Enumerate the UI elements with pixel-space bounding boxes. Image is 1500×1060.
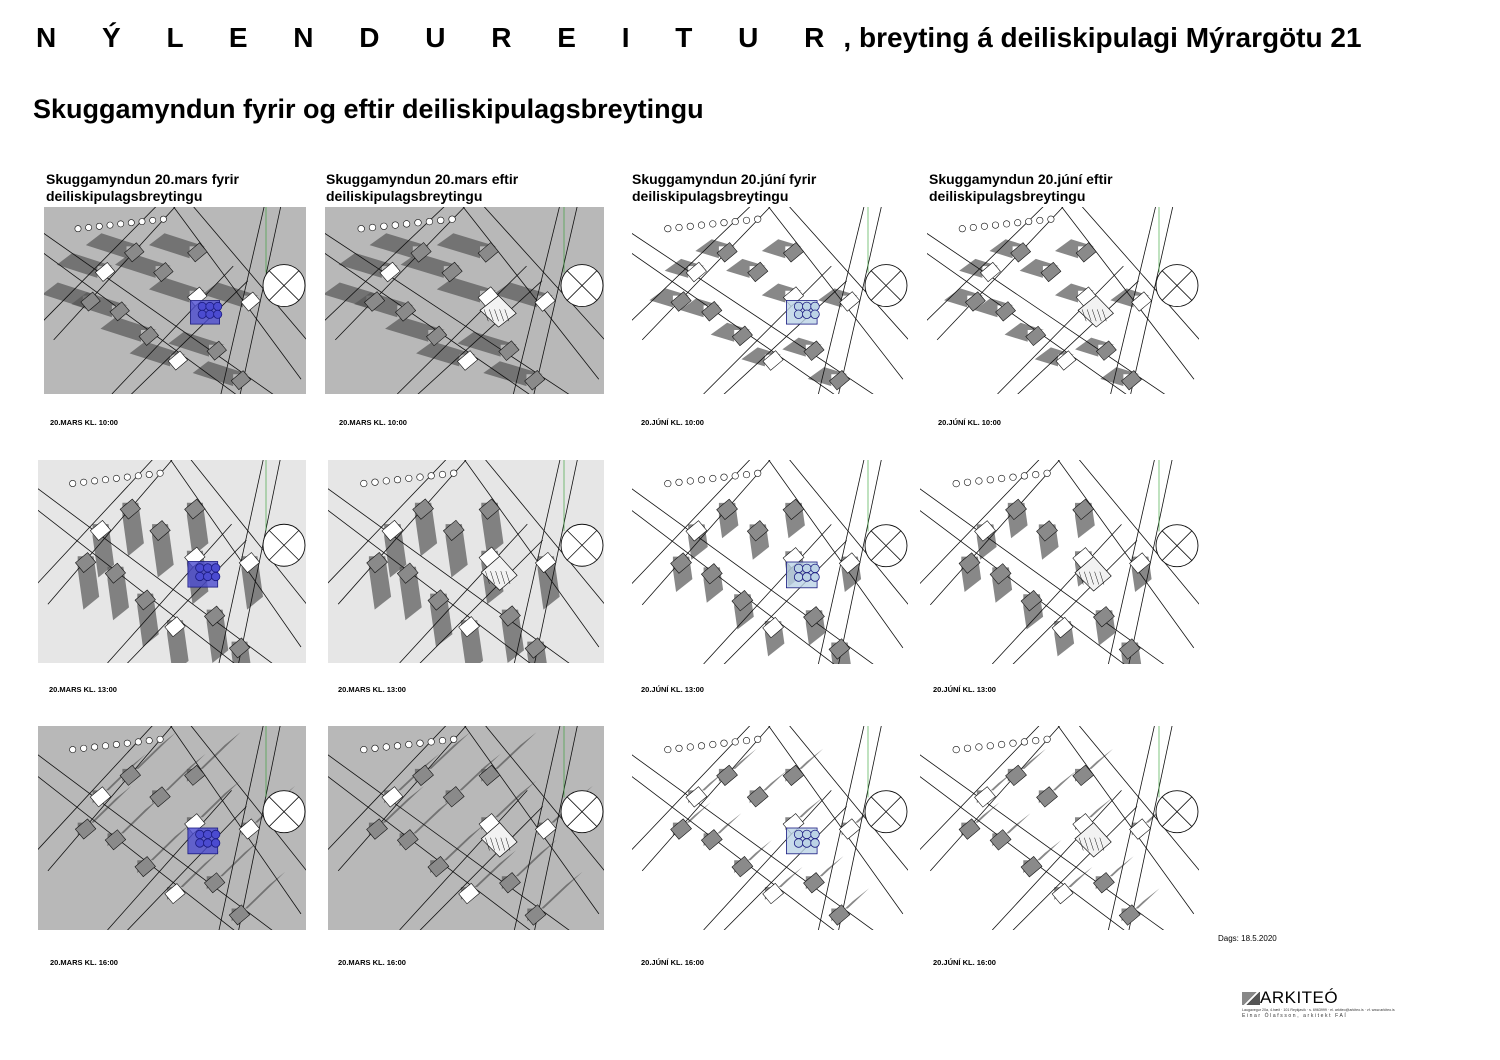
panel-caption: 20.MARS KL. 16:00 bbox=[338, 958, 406, 967]
tree-symbol bbox=[1025, 218, 1031, 224]
tree-symbol bbox=[710, 221, 717, 228]
tree-symbol bbox=[81, 479, 87, 485]
tree-symbol bbox=[361, 746, 368, 753]
tree-symbol bbox=[1021, 473, 1028, 480]
shadow-plan-juni-fyrir-1600 bbox=[632, 726, 908, 930]
site-tower-symbol bbox=[206, 302, 214, 310]
tree-symbol bbox=[665, 480, 672, 487]
site-tower-symbol bbox=[212, 839, 220, 847]
tree-symbol bbox=[1032, 737, 1039, 744]
site-tower-symbol bbox=[212, 572, 220, 580]
panel-caption: 20.JÚNÍ KL. 10:00 bbox=[938, 418, 1001, 427]
tree-symbol bbox=[754, 216, 761, 223]
tree-symbol bbox=[998, 741, 1005, 748]
tree-symbol bbox=[113, 475, 119, 481]
site-tower-symbol bbox=[803, 839, 812, 848]
tree-symbol bbox=[157, 736, 163, 742]
site-tower-symbol bbox=[204, 830, 212, 838]
panel-caption: 20.JÚNÍ KL. 10:00 bbox=[641, 418, 704, 427]
tree-symbol bbox=[449, 216, 456, 223]
tree-symbol bbox=[91, 478, 97, 484]
tree-symbol bbox=[959, 225, 965, 231]
tree-symbol bbox=[394, 476, 401, 483]
tree-symbol bbox=[1010, 474, 1017, 481]
tree-symbol bbox=[406, 741, 413, 748]
shadow-plan-mars-fyrir-1000 bbox=[44, 207, 306, 394]
site-tower-symbol bbox=[811, 310, 820, 319]
tree-symbol bbox=[85, 224, 91, 230]
tree-symbol bbox=[754, 470, 761, 477]
tree-symbol bbox=[721, 740, 728, 747]
tree-symbol bbox=[953, 480, 960, 487]
site-tower-symbol bbox=[204, 572, 212, 580]
tree-symbol bbox=[81, 745, 87, 751]
tree-symbol bbox=[91, 744, 97, 750]
site-tower-symbol bbox=[803, 564, 812, 573]
column-title-4: Skuggamyndun 20.júní eftir deiliskipulagsbreytingu bbox=[929, 171, 1113, 204]
site-tower-symbol bbox=[204, 564, 212, 572]
tree-symbol bbox=[732, 218, 739, 225]
panel-caption: 20.MARS KL. 13:00 bbox=[338, 685, 406, 694]
shadow-plan-mars-eftir-1300 bbox=[328, 460, 604, 663]
tree-symbol bbox=[96, 223, 102, 229]
tree-symbol bbox=[970, 224, 976, 230]
tree-symbol bbox=[665, 746, 672, 753]
shadow-plan-mars-fyrir-1300 bbox=[38, 460, 306, 663]
title-spaced: N Ý L E N D U R E I T U R bbox=[36, 22, 844, 53]
tree-symbol bbox=[710, 741, 717, 748]
site-tower-symbol bbox=[811, 302, 820, 311]
tree-symbol bbox=[102, 743, 108, 749]
tree-symbol bbox=[124, 474, 130, 480]
site-tower-symbol bbox=[206, 310, 214, 318]
tree-symbol bbox=[372, 479, 379, 486]
tree-symbol bbox=[676, 224, 683, 231]
tree-symbol bbox=[721, 474, 728, 481]
site-tower-symbol bbox=[803, 573, 812, 582]
tree-symbol bbox=[118, 221, 124, 227]
site-tower-symbol bbox=[803, 830, 812, 839]
site-tower-symbol bbox=[794, 302, 803, 311]
tree-symbol bbox=[135, 473, 141, 479]
tree-symbol bbox=[953, 746, 960, 753]
tree-symbol bbox=[698, 477, 705, 484]
tree-symbol bbox=[1044, 470, 1051, 477]
tree-symbol bbox=[976, 744, 983, 751]
site-tower-symbol bbox=[811, 830, 820, 839]
site-tower-symbol bbox=[212, 564, 220, 572]
site-tower-symbol bbox=[794, 830, 803, 839]
panel-caption: 20.JÚNÍ KL. 13:00 bbox=[933, 685, 996, 694]
logo-name: ARKITEÓ bbox=[1260, 988, 1339, 1007]
panel-caption: 20.MARS KL. 10:00 bbox=[339, 418, 407, 427]
tree-symbol bbox=[743, 471, 750, 478]
tree-symbol bbox=[150, 217, 156, 223]
site-tower-symbol bbox=[198, 302, 206, 310]
tree-symbol bbox=[1032, 471, 1039, 478]
panel-caption: 20.JÚNÍ KL. 13:00 bbox=[641, 685, 704, 694]
shadow-plan-juni-eftir-1600 bbox=[920, 726, 1199, 930]
tree-symbol bbox=[417, 474, 424, 481]
panel-caption: 20.MARS KL. 16:00 bbox=[50, 958, 118, 967]
column-title-2: Skuggamyndun 20.mars eftir deiliskipulagsbreytingu bbox=[326, 171, 519, 204]
panel-caption: 20.MARS KL. 13:00 bbox=[49, 685, 117, 694]
tree-symbol bbox=[450, 736, 457, 743]
tree-symbol bbox=[383, 478, 390, 485]
tree-symbol bbox=[146, 737, 152, 743]
tree-symbol bbox=[406, 475, 413, 482]
tree-symbol bbox=[383, 744, 390, 751]
tree-symbol bbox=[428, 473, 435, 480]
shadow-plan-juni-eftir-1000 bbox=[927, 207, 1199, 394]
tree-symbol bbox=[428, 739, 435, 746]
tree-symbol bbox=[392, 222, 399, 229]
document-title bbox=[36, 22, 1362, 54]
shadow-plan-juni-fyrir-1300 bbox=[632, 460, 908, 664]
site-tower-symbol bbox=[212, 830, 220, 838]
tree-symbol bbox=[754, 736, 761, 743]
site-tower-symbol bbox=[196, 572, 204, 580]
tree-symbol bbox=[964, 745, 971, 752]
tree-symbol bbox=[157, 470, 163, 476]
tree-symbol bbox=[687, 744, 694, 751]
column-title-1: Skuggamyndun 20.mars fyrir deiliskipulagsbreytingu bbox=[46, 171, 239, 204]
tree-symbol bbox=[665, 225, 672, 232]
shadow-plan-mars-fyrir-1600 bbox=[38, 726, 306, 930]
tree-symbol bbox=[124, 740, 130, 746]
arkiteo-logo-icon bbox=[1242, 992, 1260, 1005]
tree-symbol bbox=[135, 739, 141, 745]
tree-symbol bbox=[743, 737, 750, 744]
site-tower-symbol bbox=[803, 310, 812, 319]
site-tower-symbol bbox=[811, 839, 820, 848]
shadow-plan-juni-fyrir-1000 bbox=[632, 207, 908, 394]
tree-symbol bbox=[70, 746, 76, 752]
tree-symbol bbox=[732, 739, 739, 746]
panel-caption: 20.JÚNÍ KL. 16:00 bbox=[641, 958, 704, 967]
site-tower-symbol bbox=[811, 564, 820, 573]
tree-symbol bbox=[710, 475, 717, 482]
tree-symbol bbox=[1048, 216, 1054, 222]
tree-symbol bbox=[1021, 739, 1028, 746]
tree-symbol bbox=[450, 470, 457, 477]
tree-symbol bbox=[415, 219, 422, 226]
tree-symbol bbox=[1014, 219, 1020, 225]
tree-symbol bbox=[687, 223, 694, 230]
tree-symbol bbox=[992, 222, 998, 228]
tree-symbol bbox=[1010, 740, 1017, 747]
tree-symbol bbox=[439, 471, 446, 478]
panel-caption: 20.JÚNÍ KL. 16:00 bbox=[933, 958, 996, 967]
logo-person: Einar Ólafsson, arkitekt FAÍ bbox=[1242, 1013, 1348, 1019]
tree-symbol bbox=[732, 473, 739, 480]
site-tower-symbol bbox=[794, 839, 803, 848]
shadow-plan-mars-eftir-1000 bbox=[325, 207, 604, 394]
tree-symbol bbox=[358, 225, 365, 232]
tree-symbol bbox=[987, 476, 994, 483]
logo-address: Laugavegur 20a, 4.hæð · 101 Reykjavík · s. 6963999 · el. arkiteo@arkiteo.is · vf. www.arkiteo.is bbox=[1242, 1008, 1395, 1012]
tree-symbol bbox=[70, 480, 76, 486]
tree-symbol bbox=[372, 745, 379, 752]
site-tower-symbol bbox=[811, 573, 820, 582]
tree-symbol bbox=[102, 477, 108, 483]
tree-symbol bbox=[128, 220, 134, 226]
site-tower-symbol bbox=[198, 310, 206, 318]
tree-symbol bbox=[439, 737, 446, 744]
arkiteo-logo bbox=[1242, 988, 1395, 1019]
tree-symbol bbox=[998, 475, 1005, 482]
shadow-plan-mars-eftir-1600 bbox=[328, 726, 604, 930]
tree-symbol bbox=[417, 740, 424, 747]
date-stamp: Dags: 18.5.2020 bbox=[1218, 934, 1277, 943]
site-tower-symbol bbox=[196, 830, 204, 838]
tree-symbol bbox=[981, 223, 987, 229]
site-tower-symbol bbox=[803, 302, 812, 311]
tree-symbol bbox=[743, 217, 750, 224]
tree-symbol bbox=[361, 480, 368, 487]
site-tower-symbol bbox=[794, 573, 803, 582]
tree-symbol bbox=[1044, 736, 1051, 743]
site-tower-symbol bbox=[196, 564, 204, 572]
site-tower-symbol bbox=[196, 839, 204, 847]
tree-symbol bbox=[1037, 217, 1043, 223]
tree-symbol bbox=[676, 479, 683, 486]
tree-symbol bbox=[139, 218, 145, 224]
column-title-3: Skuggamyndun 20.júní fyrir deiliskipulagsbreytingu bbox=[632, 171, 817, 204]
tree-symbol bbox=[369, 224, 376, 231]
tree-symbol bbox=[721, 219, 728, 226]
tree-symbol bbox=[987, 742, 994, 749]
tree-symbol bbox=[426, 218, 433, 225]
site-tower-symbol bbox=[214, 302, 222, 310]
tree-symbol bbox=[381, 223, 388, 230]
site-tower-symbol bbox=[204, 839, 212, 847]
tree-symbol bbox=[976, 478, 983, 485]
site-tower-symbol bbox=[794, 564, 803, 573]
tree-symbol bbox=[113, 741, 119, 747]
tree-symbol bbox=[687, 478, 694, 485]
tree-symbol bbox=[160, 216, 166, 222]
site-tower-symbol bbox=[794, 310, 803, 319]
tree-symbol bbox=[403, 221, 410, 228]
tree-symbol bbox=[1003, 221, 1009, 227]
tree-symbol bbox=[75, 226, 81, 232]
tree-symbol bbox=[394, 743, 401, 750]
tree-symbol bbox=[698, 743, 705, 750]
title-rest: , breyting á deiliskipulagi Mýrargötu 21 bbox=[843, 22, 1362, 53]
tree-symbol bbox=[437, 217, 444, 224]
shadow-plan-juni-eftir-1300 bbox=[920, 460, 1199, 664]
site-tower-symbol bbox=[214, 310, 222, 318]
document-subtitle: Skuggamyndun fyrir og eftir deiliskipulagsbreytingu bbox=[33, 94, 704, 124]
tree-symbol bbox=[107, 222, 113, 228]
tree-symbol bbox=[698, 222, 705, 229]
tree-symbol bbox=[146, 471, 152, 477]
tree-symbol bbox=[676, 745, 683, 752]
panel-caption: 20.MARS KL. 10:00 bbox=[50, 418, 118, 427]
tree-symbol bbox=[964, 479, 971, 486]
